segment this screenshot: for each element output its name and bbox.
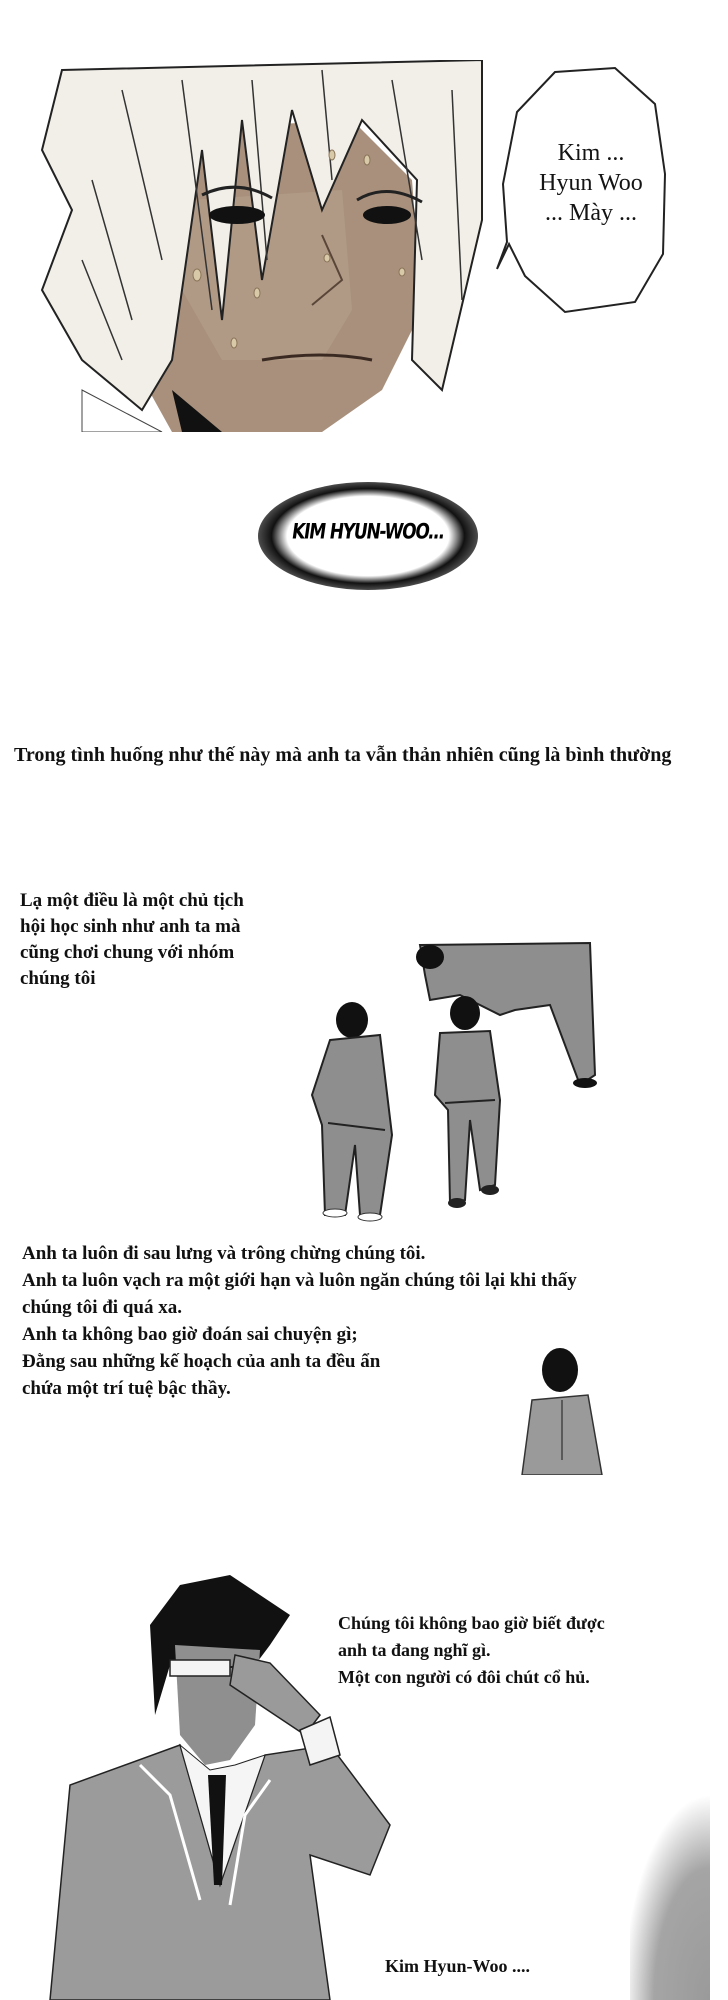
sfx-burst-bubble [258, 482, 478, 590]
caption-line: hội học sinh như anh ta mà [20, 916, 241, 937]
speech-line-3: ... Mày ... [545, 200, 637, 226]
lone-figure-panel [510, 1340, 610, 1475]
shadow-gradient [630, 1690, 710, 2000]
caption-never-knew [338, 1610, 658, 1691]
caption-line: anh ta đang nghĩ gì. [338, 1640, 491, 1660]
speech-line-1: Kim ... [557, 140, 625, 166]
caption-line: Anh ta luôn vạch ra một giới hạn và luôn ngăn chúng tôi lại khi thấy [22, 1270, 577, 1291]
speech-line-2: Hyun Woo [539, 170, 643, 196]
student-from-behind-illustration [510, 1340, 610, 1475]
caption-name: Kim Hyun-Woo .... [385, 1956, 531, 1976]
walking-students-illustration [300, 935, 620, 1225]
caption-line: Lạ một điều là một chủ tịch [20, 890, 244, 911]
walking-students-panel [300, 935, 620, 1225]
caption-line: chúng tôi [20, 968, 96, 989]
sfx-burst-text: KIM HYUN-WOO... [290, 519, 446, 545]
caption-line: Anh ta không bao giờ đoán sai chuyện gì; [22, 1324, 358, 1345]
white-haired-character-illustration [22, 60, 490, 432]
caption-line: Anh ta luôn đi sau lưng và trông chừng chúng tôi. [22, 1243, 426, 1264]
caption-line: Đằng sau những kế hoạch của anh ta đều ẩn [22, 1351, 381, 1372]
caption-line: chúng tôi đi quá xa. [22, 1297, 182, 1318]
caption-line: chứa một trí tuệ bậc thầy. [22, 1378, 231, 1399]
caption-situation: Trong tình huống như thế này mà anh ta vẫn thản nhiên cũng là bình thường [14, 744, 672, 766]
speech-bubble [495, 64, 675, 314]
caption-line: cũng chơi chung với nhóm [20, 942, 235, 963]
caption-line: Một con người có đôi chút cổ hủ. [338, 1667, 590, 1687]
speech-bubble-text [511, 138, 671, 228]
face-panel [22, 60, 490, 432]
caption-line: Chúng tôi không bao giờ biết được [338, 1613, 605, 1633]
caption-council-president [20, 888, 320, 992]
